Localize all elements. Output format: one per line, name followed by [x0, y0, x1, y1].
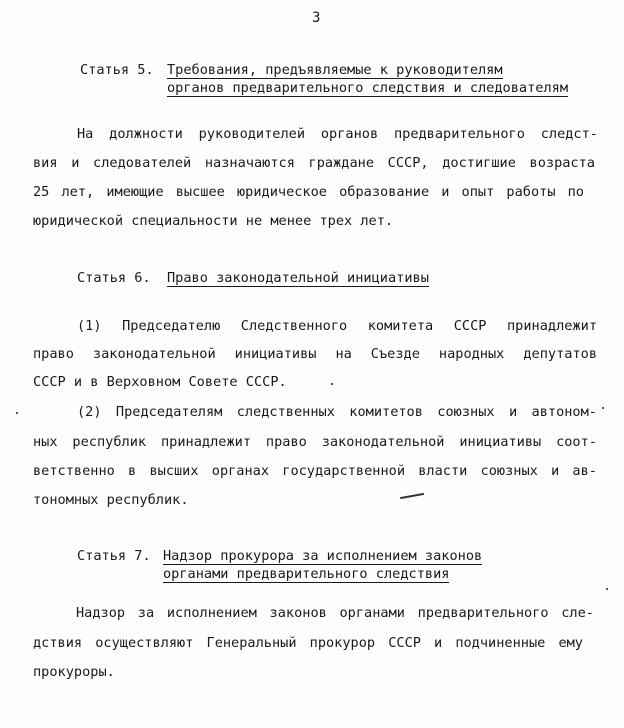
article-5-body-line: юридической специальности не менее трех лет.	[33, 213, 394, 229]
article-5-body-line: вия и следователей назначаются граждане СССР, достигшие возраста	[33, 155, 595, 171]
article-6-body-line: тономных республик.	[33, 492, 189, 508]
article-7-label: Статья 7.	[77, 548, 151, 564]
article-6-body-line: ветственно в высших органах государственной власти союзных и ав-	[33, 463, 597, 479]
article-7-body-line: Надзор за исполнением законов органами предварительного сле-	[76, 605, 594, 621]
article-5-title-line-1: Требования, предъявляемые к руководителям	[167, 62, 503, 78]
page-number: 3	[312, 10, 321, 26]
article-6-title-line-1: Право законодательной инициативы	[167, 270, 429, 286]
scan-speck	[602, 407, 604, 409]
article-7-title-line-1: Надзор прокурора за исполнением законов	[163, 548, 483, 564]
article-5-body-line: На должности руководителей органов предварительного следст-	[77, 126, 598, 142]
pen-stroke-mark	[400, 493, 424, 499]
article-7-body-line: прокуроры.	[33, 664, 115, 680]
article-6-body-line: СССР и в Верховном Совете СССР.	[33, 374, 287, 390]
article-6-body-line: ных республик принадлежит право законодательной инициативы соот-	[33, 434, 597, 450]
article-5-body-line: 25 лет, имеющие высшее юридическое образование и опыт работы по	[33, 184, 584, 200]
article-7-body-line: дствия осуществляют Генеральный прокурор СССР и подчиненные ему	[33, 635, 583, 651]
article-5-label: Статья 5.	[80, 62, 154, 78]
article-6-body-line: право законодательной инициативы на Съезде народных депутатов	[33, 346, 597, 362]
scan-speck	[16, 412, 18, 414]
article-6-label: Статья 6.	[77, 270, 151, 286]
article-5-title-line-2: органов предварительного следствия и следователям	[167, 80, 569, 96]
scan-speck	[331, 383, 333, 385]
scan-speck	[606, 588, 608, 590]
article-7-title-line-2: органами предварительного следствия	[163, 566, 450, 582]
article-6-body-line: (2) Председателям следственных комитетов союзных и автоном-	[77, 404, 597, 420]
article-6-body-line: (1) Председателю Следственного комитета СССР принадлежит	[77, 318, 597, 334]
